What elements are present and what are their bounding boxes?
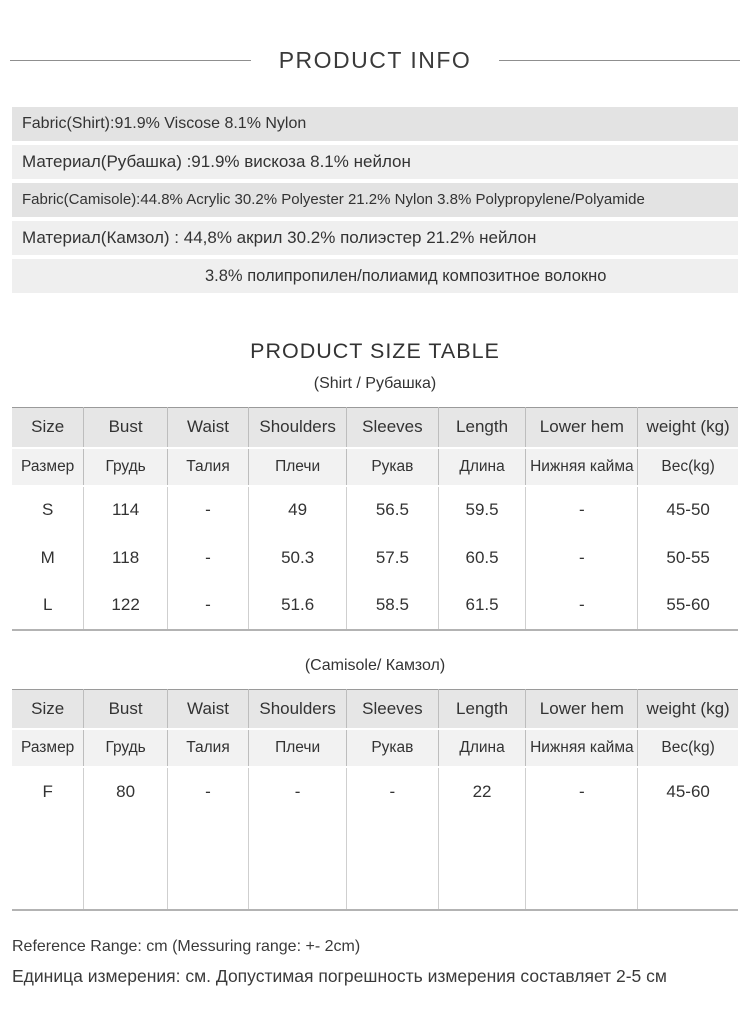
column-header-shoulders-ru: Плечи [249,448,347,486]
footer-note-en: Reference Range: cm (Messuring range: +- 2cm) [12,938,361,955]
measurement-cell: - [167,534,248,582]
title-rule-left [10,60,251,61]
column-header-waist: Waist [167,408,248,448]
measurement-cell: 118 [84,534,167,582]
measurement-cell: 57.5 [347,534,438,582]
measurement-cell: - [249,767,347,815]
column-header-bust: Bust [84,408,167,448]
footer-note-ru: Единица измерения: см. Допустимая погрешность измерения составляет 2-5 см [12,966,667,986]
shirt-row-m [12,534,738,582]
measurement-cell: - [526,767,638,815]
column-header-waist: Waist [167,689,248,729]
measurement-cell: 59.5 [438,486,526,534]
camisole-row-f [12,767,738,815]
column-header-sleeves: Sleeves [347,689,438,729]
column-header-length: Length [438,689,526,729]
column-header-length-ru: Длина [438,729,526,767]
column-header-shoulders-ru: Плечи [249,729,347,767]
page-header [10,47,740,74]
column-header-shoulders: Shoulders [249,408,347,448]
measurement-cell: - [167,582,248,630]
column-header-waist-ru: Талия [167,448,248,486]
column-header-sleeves: Sleeves [347,408,438,448]
measurement-cell: - [526,582,638,630]
column-header-lower-hem-ru: Нижняя кайма [526,448,638,486]
camisole-empty-row [12,815,738,910]
measurement-cell: 122 [84,582,167,630]
shirt-row-s [12,486,738,534]
measurement-cell: 45-50 [638,486,738,534]
camisole-subtitle: (Camisole/ Камзол) [304,656,446,674]
shirt-header-row-en [12,408,738,448]
column-header-lower-hem: Lower hem [526,689,638,729]
measurement-cell: 80 [84,767,167,815]
measurement-cell: - [347,767,438,815]
column-header-weight: weight (kg) [638,408,738,448]
camisole-header-row-en [12,689,738,729]
column-header-size: Size [12,689,84,729]
shirt-subtitle: (Shirt / Рубашка) [313,375,437,392]
column-header-shoulders: Shoulders [249,689,347,729]
measurement-cell: 58.5 [347,582,438,630]
fabric-row-camisole-ru: Материал(Камзол) : 44,8% акрил 30.2% полиэстер 21.2% нейлон [12,221,738,255]
fabric-row-camisole-en: Fabric(Camisole):44.8% Acrylic 30.2% Polyester 21.2% Nylon 3.8% Polypropylene/Polyamide [12,183,738,217]
column-header-length: Length [438,408,526,448]
measurement-cell: 61.5 [438,582,526,630]
column-header-size-ru: Размер [12,729,84,767]
column-header-weight-ru: Вес(kg) [638,448,738,486]
measurement-cell: - [167,486,248,534]
measurement-cell: - [526,534,638,582]
measurement-cell: 22 [438,767,526,815]
column-header-lower-hem: Lower hem [526,408,638,448]
camisole-size-table [12,689,738,912]
fabric-row-camisole-ru-cont: 3.8% полипропилен/полиамид композитное волокно [12,259,738,293]
measurement-cell: 45-60 [638,767,738,815]
column-header-sleeves-ru: Рукав [347,448,438,486]
measurement-cell: 49 [249,486,347,534]
column-header-size-ru: Размер [12,448,84,486]
measurement-cell: 60.5 [438,534,526,582]
page-title: PRODUCT INFO [278,47,472,73]
measurement-cell: - [167,767,248,815]
column-header-bust: Bust [84,689,167,729]
size-cell: L [12,582,84,630]
camisole-header-row-ru [12,729,738,767]
measurement-cell: - [526,486,638,534]
column-header-weight-ru: Вес(kg) [638,729,738,767]
column-header-length-ru: Длина [438,448,526,486]
column-header-waist-ru: Талия [167,729,248,767]
fabric-row-shirt-ru: Материал(Рубашка) :91.9% вискоза 8.1% нейлон [12,145,738,179]
title-rule-right [499,60,740,61]
shirt-row-l [12,582,738,630]
size-cell: S [12,486,84,534]
fabric-row-shirt-en: Fabric(Shirt):91.9% Viscose 8.1% Nylon [12,107,738,141]
column-header-weight: weight (kg) [638,689,738,729]
size-cell: F [12,767,84,815]
size-table-title: PRODUCT SIZE TABLE [250,339,500,363]
column-header-bust-ru: Грудь [84,729,167,767]
footer-notes [12,938,738,987]
measurement-cell: 55-60 [638,582,738,630]
column-header-sleeves-ru: Рукав [347,729,438,767]
measurement-cell: 50-55 [638,534,738,582]
column-header-bust-ru: Грудь [84,448,167,486]
size-cell: M [12,534,84,582]
column-header-size: Size [12,408,84,448]
shirt-header-row-ru [12,448,738,486]
measurement-cell: 56.5 [347,486,438,534]
column-header-lower-hem-ru: Нижняя кайма [526,729,638,767]
fabric-info-section [12,107,738,293]
measurement-cell: 114 [84,486,167,534]
shirt-size-table [12,407,738,631]
measurement-cell: 50.3 [249,534,347,582]
measurement-cell: 51.6 [249,582,347,630]
